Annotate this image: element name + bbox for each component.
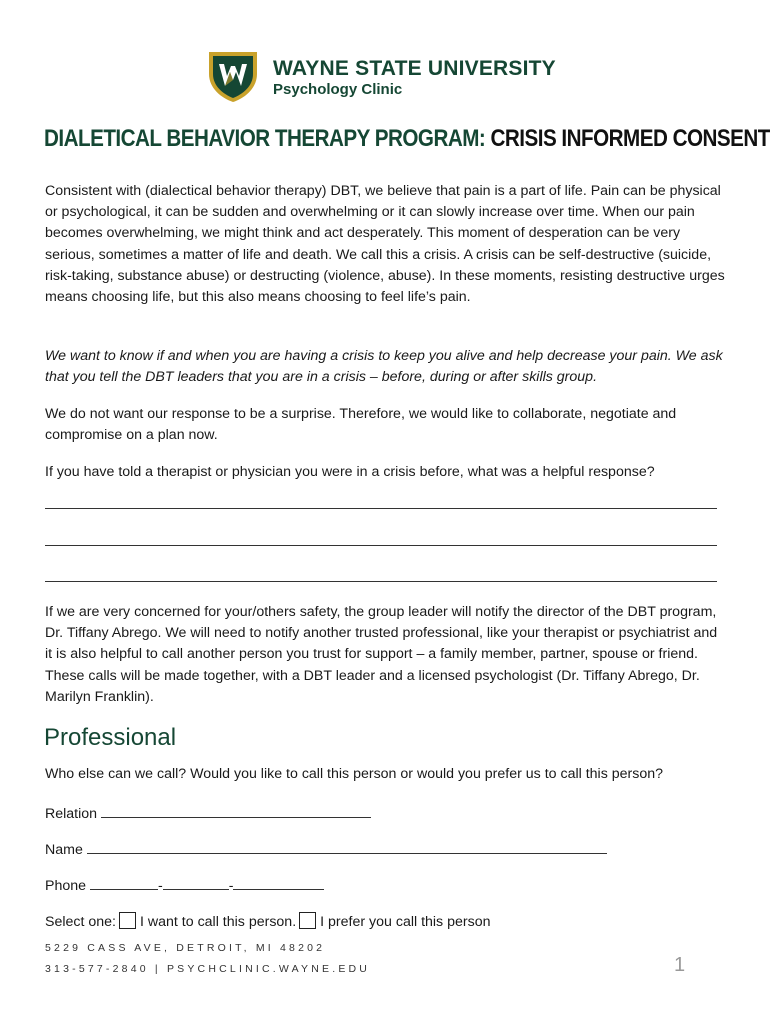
wsu-shield-logo-icon [205, 48, 261, 104]
title-program: DIALETICAL BEHAVIOR THERAPY PROGRAM: [44, 125, 486, 152]
footer-address: 5229 CASS AVE, DETROIT, MI 48202 [45, 942, 326, 954]
phone-prefix-field[interactable] [163, 874, 229, 890]
intro-paragraph: Consistent with (dialectical behavior therapy) DBT, we believe that pain is a part of life. Pain can be physical or psychological, it can be sudden and overwhelming or it can slowly increase over time. When our pain becomes overwhelming, we might think and act desperately. This moment of desperation can be very serious, sometimes a matter of life and death. We call this a crisis. A crisis can be self-destructive (suicide, risk-taking, substance abuse) or destructing (violence, abuse). In these moments, resisting destructive urges means choosing life, but this also means choosing to feel life’s pain. [45, 183, 725, 306]
name-field-row [45, 838, 607, 858]
relation-field[interactable] [101, 802, 371, 818]
call-self-option-label: I want to call this person. [140, 914, 297, 930]
call-for-me-option-label: I prefer you call this person [320, 914, 491, 930]
answer-line-2[interactable] [45, 545, 717, 546]
phone-label: Phone [45, 878, 87, 894]
university-name: WAYNE STATE UNIVERSITY [273, 57, 556, 80]
call-self-checkbox[interactable] [119, 912, 136, 929]
letterhead [205, 48, 585, 104]
select-one-row [45, 912, 490, 930]
safety-paragraph: If we are very concerned for your/others safety, the group leader will notify the director of the DBT program, Dr. Tiffany Abrego. We will need to notify another trusted professional, like your therapist or psychiatrist and it is also helpful to call another person you trust for support – a family member, partner, spouse or friend. These calls will be made together, with a DBT leader and a licensed psychologist (Dr. Tiffany Abrego, Dr. Marilyn Franklin). [45, 604, 718, 705]
professional-heading: Professional [44, 724, 177, 751]
helpful-response-question: If you have told a therapist or physician you were in a crisis before, what was a helpful response? [45, 464, 655, 480]
call-for-me-checkbox[interactable] [299, 912, 316, 929]
emphasis-paragraph: We want to know if and when you are having a crisis to keep you alive and help decrease your pain. We ask that you tell the DBT leaders that you are in a crisis – before, during or after skills group. [45, 348, 723, 386]
name-label: Name [45, 842, 83, 858]
name-field[interactable] [87, 838, 607, 854]
phone-field-row [45, 874, 324, 894]
response-paragraph: We do not want our response to be a surprise. Therefore, we would like to collaborate, negotiate and compromise on a plan now. [45, 406, 677, 444]
phone-line-field[interactable] [233, 874, 324, 890]
relation-field-row [45, 802, 371, 822]
professional-prompt: Who else can we call? Would you like to call this person or would you prefer us to call this person? [45, 766, 663, 782]
footer-contact: 313-577-2840 | PSYCHCLINIC.WAYNE.EDU [45, 963, 371, 975]
select-one-label: Select one: [45, 914, 116, 930]
relation-label: Relation [45, 806, 98, 822]
answer-line-3[interactable] [45, 581, 717, 582]
title-subject: CRISIS INFORMED CONSENT [490, 125, 770, 152]
clinic-name: Psychology Clinic [273, 81, 403, 98]
answer-line-1[interactable] [45, 508, 717, 509]
phone-area-field[interactable] [90, 874, 158, 890]
phone-separator: - [157, 878, 163, 894]
page-number: 1 [674, 954, 686, 976]
page-title [44, 125, 770, 153]
phone-separator: - [228, 878, 234, 894]
